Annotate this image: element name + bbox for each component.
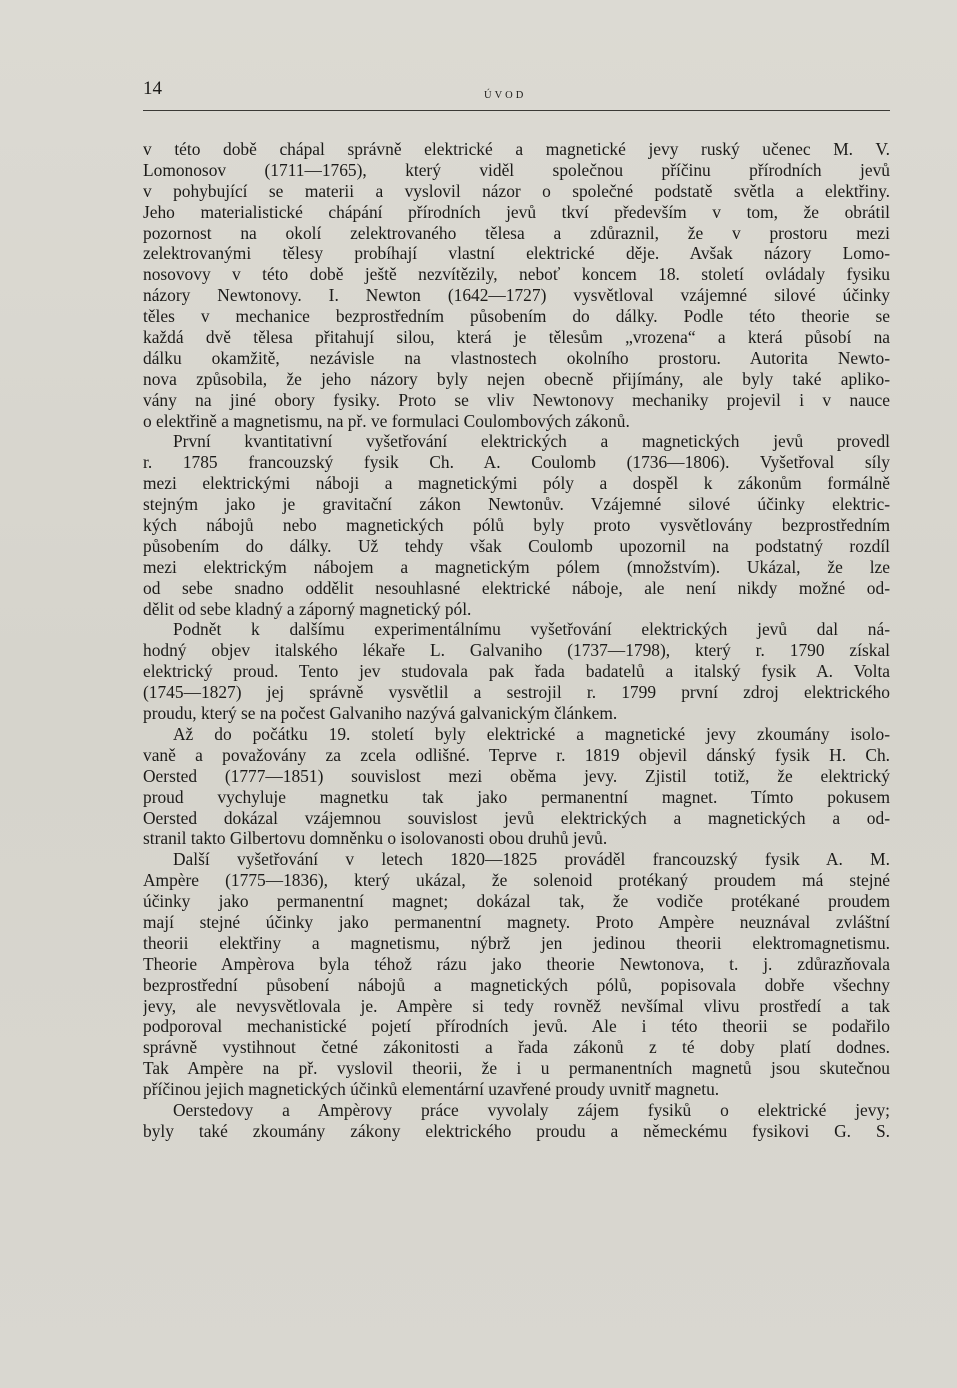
text-line: Jeho materialistické chápání přírodních jevů tkví především v tom, že obrátil (143, 201, 890, 222)
text-line: nova způsobila, že jeho názory byly nejen obecně přijímány, ale byly také apliko- (143, 368, 890, 389)
text-line: Theorie Ampèrova byla téhož rázu jako theorie Newtonova, t. j. zdůrazňovala (143, 953, 890, 974)
text-line: Až do počátku 19. století byly elektrické a magnetické jevy zkoumány isolo- (173, 723, 890, 744)
text-line: nosovovy v této době ještě nezvítězily, neboť koncem 18. století ovládaly fysiku (143, 264, 890, 285)
text-line: byly také zkoumány zákony elektrického proudu a německému fysikovi G. S. (143, 1120, 890, 1141)
text-line: těles v mechanice bezprostředním působením do dálky. Podle této theorie se (143, 306, 890, 327)
text-line: od sebe snadno oddělit nesouhlasné elektrické náboje, ale není nikdy možné od- (143, 577, 890, 598)
text-line: r. 1785 francouzský fysik Ch. A. Coulomb (1736—1806). Vyšetřoval síly (143, 452, 890, 473)
text-line: působením do dálky. Už tehdy však Coulomb upozornil na podstatný rozdíl (143, 535, 890, 556)
text-line: Tak Ampère na př. vyslovil theorii, že i u permanentních magnetů jsou skutečnou (143, 1058, 890, 1079)
text-line: Podnět k dalšímu experimentálnímu vyšetřování elektrických jevů dal ná- (173, 619, 890, 640)
text-line: názory Newtonovy. I. Newton (1642—1727) vysvětloval vzájemné silové účinky (143, 285, 890, 306)
text-line: mezi elektrickým nábojem a magnetickým pólem (množstvím). Ukázal, že lze (143, 556, 890, 577)
text-line: hodný objev italského lékaře L. Galvaniho (1737—1798), který r. 1790 získal (143, 640, 890, 661)
text-line: proud vychyluje magnetku tak jako permanentní magnet. Tímto pokusem (143, 786, 890, 807)
text-line: dělit od sebe kladný a záporný magnetický pól. (143, 598, 472, 619)
text-line: zelektrovanými tělesy probíhají vlastní elektrické děje. Avšak názory Lomo- (143, 243, 890, 264)
text-line: Další vyšetřování v letech 1820—1825 prováděl francouzský fysik A. M. (173, 849, 890, 870)
text-line: Lomonosov (1711—1765), který viděl společnou příčinu přírodních jevů (143, 159, 890, 180)
body-text (143, 139, 890, 1142)
running-head: ÚVOD (484, 90, 527, 101)
text-line: příčinou jejich magnetických účinků elementární uzavřené proudy uvnitř magnetu. (143, 1079, 720, 1100)
text-line: Oersted (1777—1851) souvislost mezi oběma jevy. Zjistil totiž, že elektrický (143, 765, 890, 786)
text-line: Oerstedovy a Ampèrovy práce vyvolaly zájem fysiků o elektrické jevy; (173, 1099, 890, 1120)
text-line: jevy, ale nevysvětlovala je. Ampère si tedy rovněž nevšímal vlivu prostředí a tak (143, 995, 890, 1016)
text-line: elektrický proud. Tento jev studovala pak řada badatelů a italský fysik A. Volta (143, 661, 890, 682)
page-number: 14 (143, 78, 162, 99)
text-line: mají stejné účinky jako permanentní magnety. Proto Ampère neuznával zvláštní (143, 911, 890, 932)
text-line: Ampère (1775—1836), který ukázal, že solenoid protékaný proudem má stejné (143, 870, 890, 891)
text-line: podporoval mechanistické pojetí přírodních jevů. Ale i této theorii se podařilo (143, 1016, 890, 1037)
page-header (143, 76, 890, 111)
text-line: (1745—1827) jej správně vysvětlil a sestrojil r. 1799 první zdroj elektrického (143, 682, 890, 703)
text-line: theorii elektřiny a magnetismu, nýbrž jen jedinou theorii elektromagnetismu. (143, 932, 890, 953)
text-line: o elektřině a magnetismu, na př. ve formulaci Coulombových zákonů. (143, 410, 630, 431)
text-line: každá dvě tělesa přitahují silou, která je tělesům „vrozena“ a která působí na (143, 327, 890, 348)
text-line: bezprostřední působení nábojů a magnetických pólů, popisovala dobře všechny (143, 974, 890, 995)
text-line: stejným jako je gravitační zákon Newtonův. Vzájemné silové účinky elektric- (143, 494, 890, 515)
text-line: Oersted dokázal vzájemnou souvislost jevů elektrických a magnetických a od- (143, 807, 890, 828)
text-line: kých nábojů nebo magnetických pólů byly proto vysvětlovány bezprostředním (143, 515, 890, 536)
text-line: pozornost na okolí zelektrovaného tělesa a zdůraznil, že v prostoru mezi (143, 222, 890, 243)
text-line: mezi elektrickými náboji a magnetickými póly a dospěl k zákonům formálně (143, 473, 890, 494)
text-line: v pohybující se materii a vyslovil názor o společné podstatě světla a elektřiny. (143, 180, 890, 201)
text-line: dálku okamžitě, nezávisle na vlastnostech okolního prostoru. Autorita Newto- (143, 347, 890, 368)
text-line: vány na jiné obory fysiky. Proto se vliv Newtonovy mechaniky projevil i v nauce (143, 389, 890, 410)
text-line: účinky jako permanentní magnet; dokázal tak, že vodiče protékané proudem (143, 891, 890, 912)
text-line: správně vystihnout četné zákonitosti a řada zákonů z té doby platí dodnes. (143, 1037, 890, 1058)
text-line: vaně a považovány za zcela odlišné. Teprve r. 1819 objevil dánský fysik H. Ch. (143, 744, 890, 765)
text-line: v této době chápal správně elektrické a magnetické jevy ruský učenec M. V. (143, 139, 890, 159)
text-line: stranil takto Gilbertovu domněnku o isolovanosti obou druhů jevů. (143, 828, 608, 849)
text-line: proudu, který se na počest Galvaniho nazývá galvanickým článkem. (143, 703, 618, 724)
text-line: První kvantitativní vyšetřování elektrických a magnetických jevů provedl (173, 431, 890, 452)
